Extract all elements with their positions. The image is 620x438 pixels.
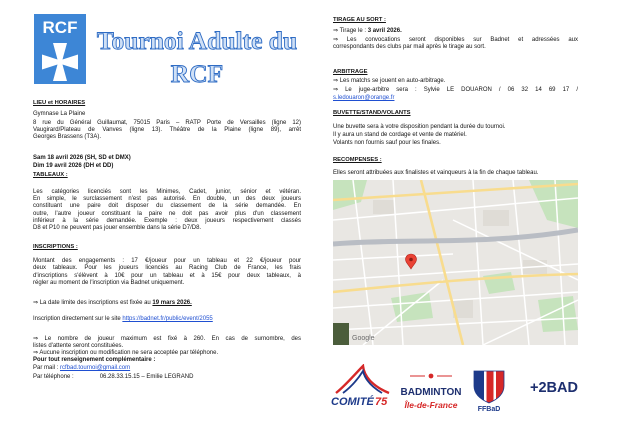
page-title bbox=[95, 24, 299, 90]
note-line: ⇒ Aucune inscription ou modification ne sera acceptée par téléphone. bbox=[33, 350, 219, 356]
inscriptions-line: deux tableaux. Pour les joueurs licenciés au Racing Club de France, les frais bbox=[33, 265, 301, 272]
comite75-word: COMITÉ bbox=[331, 396, 374, 408]
location-map[interactable] bbox=[333, 180, 578, 345]
inscriptions-line: régler au moment de l'inscription via Badnet uniquement. bbox=[33, 279, 185, 286]
inscriptions-line: Montant des engagements : 17 €/joueur pour un tableau et 22 €/joueur pour bbox=[33, 258, 301, 264]
ligue-idf-logo bbox=[398, 366, 464, 412]
comite75-number: 75 bbox=[375, 396, 388, 408]
date-sunday: Dim 19 avril 2026 (DH et DD) bbox=[33, 163, 114, 169]
deadline-prefix: ⇒ La date limite des inscriptions est fixée au bbox=[33, 300, 153, 306]
contact-mail-line bbox=[33, 365, 301, 372]
title-line-2: RCF bbox=[170, 59, 224, 88]
tableaux-heading: TABLEAUX : bbox=[33, 172, 68, 178]
tableaux-line: constituant une paire doit disposer du classement de la série demandée. En bbox=[33, 203, 301, 210]
arbitrage-line: ⇒ Les matchs se jouent en auto-arbitrage. bbox=[333, 78, 446, 84]
tableaux-line: Les catégories licenciés sont les Minimes, Cadet, junior, sénior et vétéran. bbox=[33, 189, 301, 195]
comite75-logo bbox=[328, 364, 398, 412]
ligue-region: Île-de-France bbox=[404, 400, 458, 410]
buvette-line: Il y aura un stand de cordage et vente de matériel. bbox=[333, 132, 467, 138]
inscriptions-line: d'inscriptions s'élèvent à 10€ pour un tableau et à 15€ pour deux tableaux, à bbox=[33, 272, 301, 279]
date-saturday: Sam 18 avril 2026 (SH, SD et DMX) bbox=[33, 155, 131, 161]
tableaux-line: D8 et P10 ne peuvent pas jouer ensemble dans la série D7/D8. bbox=[33, 225, 202, 231]
referee-email-link[interactable]: s.ledouaron@orange.fr bbox=[333, 95, 395, 101]
plus2bad-text: +2BAD bbox=[530, 380, 578, 396]
address-line: 8 rue du Général Guillaumat, 75015 Paris – RATP Porte de Versailles (ligne 12) bbox=[33, 120, 301, 126]
map-google-logo: Google bbox=[352, 335, 375, 342]
map-layers-thumbnail[interactable] bbox=[333, 323, 349, 345]
shuttlecock-icon bbox=[429, 374, 434, 379]
tirage-heading: TIRAGE AU SORT : bbox=[333, 17, 386, 23]
recompenses-heading: RECOMPENSES : bbox=[333, 157, 382, 163]
ffbad-logo bbox=[468, 368, 510, 412]
location-pin-dot bbox=[409, 258, 413, 262]
buvette-line: Une buvette sera à votre disposition pendant la durée du tournoi. bbox=[333, 124, 506, 130]
buvette-line: Volants non fournis sauf pour les finales. bbox=[333, 140, 441, 146]
registration-link[interactable]: https://badnet.fr/public/event/2055 bbox=[122, 316, 213, 322]
tableaux-line: inférieur à la série demandée. Exemple : deux joueurs respectivement classés bbox=[33, 217, 301, 224]
tirage-date-prefix: ⇒ Tirage le : bbox=[333, 28, 368, 34]
inscriptions-heading: INSCRIPTIONS : bbox=[33, 244, 78, 250]
tirage-line: correspondants des clubs par mail après le tirage au sort. bbox=[333, 44, 486, 50]
registration-site-line bbox=[33, 316, 301, 323]
note-line: ⇒ Le nombre de joueur maximum est fixé à 260. En cas de surnombre, des bbox=[33, 336, 301, 342]
lieu-heading: LIEU et HORAIRES bbox=[33, 100, 86, 106]
ffbad-shield-icon bbox=[474, 368, 504, 408]
contact-phone-line bbox=[33, 374, 301, 381]
buvette-heading: BUVETTE/STAND/VOLANTS bbox=[333, 110, 411, 116]
deadline-date: 19 mars 2026. bbox=[152, 300, 192, 306]
contact-mail-label: Par mail : bbox=[33, 365, 61, 371]
contact-heading: Pour tout renseignement complémentaire : bbox=[33, 357, 156, 363]
ffbad-text: FFBaD bbox=[477, 406, 501, 412]
plus2bad-logo bbox=[528, 372, 582, 400]
address-line: Georges Brassens (T3A). bbox=[33, 134, 102, 140]
title-line-1: Tournoi Adulte du bbox=[96, 26, 298, 55]
note-line: listes d'attente seront constituées. bbox=[33, 343, 124, 349]
recompenses-text: Elles seront attribuées aux finalistes et vainqueurs à la fin de chaque tableau. bbox=[333, 170, 539, 176]
arbitrage-line: ⇒ Le juge-arbitre sera : Sylvie LE DOUARON / 06 32 14 69 17 / bbox=[333, 87, 578, 93]
referee-email-line bbox=[333, 95, 578, 102]
arbitrage-heading: ARBITRAGE bbox=[333, 69, 368, 75]
tirage-line: ⇒ Les convocations seront disponibles sur Badnet et adressées aux bbox=[333, 37, 578, 43]
address-line: Vaugirard/Plateau de Vanves (ligne 13). Théâtre de la Plaine (ligne 89), arrêt bbox=[33, 127, 301, 133]
contact-phone-label: Par téléphone : bbox=[33, 374, 74, 380]
ligue-word: BADMINTON bbox=[400, 387, 462, 398]
tirage-date-line bbox=[333, 28, 578, 35]
venue-name: Gymnase La Plaine bbox=[33, 111, 86, 117]
tirage-date: 3 avril 2026. bbox=[367, 28, 402, 34]
comite75-red-swoosh bbox=[336, 366, 389, 393]
tableaux-line: En simple, le surclassement n'est pas autorisé. En double, un des deux joueurs bbox=[33, 196, 301, 203]
rcf-logo-text: RCF bbox=[42, 18, 78, 37]
registration-site-prefix: Inscription directement sur le site bbox=[33, 316, 123, 322]
rcf-club-logo bbox=[34, 14, 86, 84]
contact-phone-number: 06.28.33.15.15 – Emilie LEGRAND bbox=[99, 374, 194, 380]
tableaux-line: outre, l'autre joueur constituant la paire ne doit pas avoir plus d'un classement bbox=[33, 210, 301, 217]
deadline-line bbox=[33, 300, 301, 307]
contact-mail-link[interactable]: rcfbad.tournoi@gmail.com bbox=[60, 365, 131, 371]
